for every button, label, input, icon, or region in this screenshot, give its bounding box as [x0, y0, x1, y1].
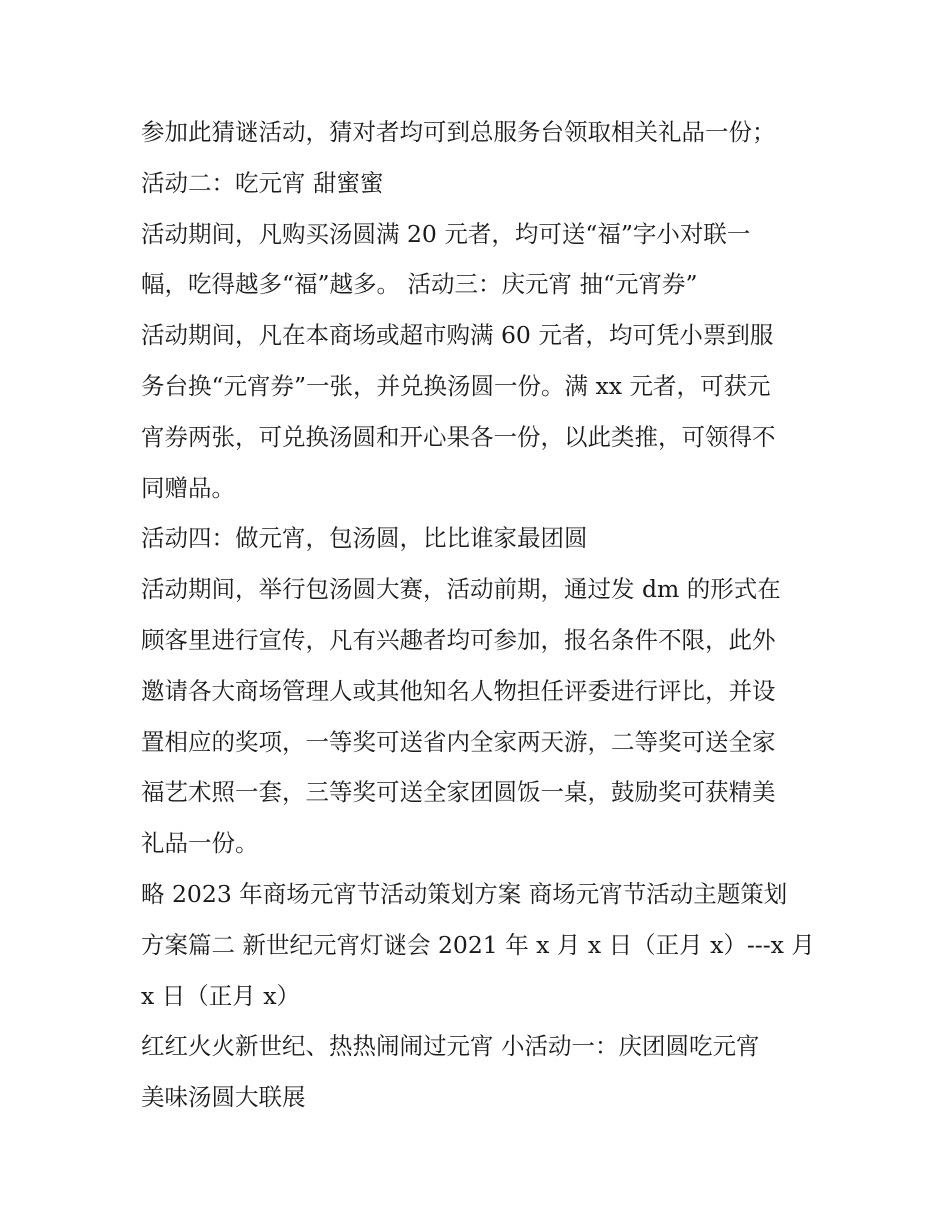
text-line: 方案篇二 新世纪元宵灯谜会 2021 年 x 月 x 日（正月 x）---x 月	[141, 930, 815, 959]
text-line: 顾客里进行宣传，凡有兴趣者均可参加，报名条件不限，此外	[141, 625, 776, 654]
text-line: 活动二：吃元宵 甜蜜蜜	[141, 168, 384, 197]
text-line: 美味汤圆大联展	[141, 1083, 306, 1112]
text-line: 宵券两张，可兑换汤圆和开心果各一份，以此类推，可领得不	[141, 422, 776, 451]
text-line: 活动期间，凡在本商场或超市购满 60 元者，均可凭小票到服	[141, 321, 774, 350]
text-line: x 日（正月 x）	[141, 981, 300, 1010]
text-line: 礼品一份。	[141, 829, 259, 858]
text-line: 同赠品。	[141, 473, 235, 502]
text-line: 幅，吃得越多“福”越多。 活动三：庆元宵 抽“元宵券”	[141, 270, 698, 299]
text-line: 参加此猜谜活动，猜对者均可到总服务台领取相关礼品一份；	[141, 118, 776, 146]
text-line: 福艺术照一套，三等奖可送全家团圆饭一桌，鼓励奖可获精美	[141, 778, 776, 807]
text-line: 红红火火新世纪、热热闹闹过元宵 小活动一：庆团圆吃元宵	[141, 1032, 760, 1061]
document-body	[141, 107, 831, 1123]
text-line: 置相应的奖项，一等奖可送省内全家两天游，二等奖可送全家	[141, 727, 776, 756]
text-line: 邀请各大商场管理人或其他知名人物担任评委进行评比，并设	[141, 676, 776, 705]
text-line: 务台换“元宵券”一张，并兑换汤圆一份。满 xx 元者，可获元	[141, 371, 771, 400]
text-line: 活动四：做元宵，包汤圆，比比谁家最团圆	[141, 524, 588, 553]
text-line: 活动期间，凡购买汤圆满 20 元者，均可送“福”字小对联一	[141, 219, 751, 248]
text-line: 活动期间，举行包汤圆大赛，活动前期，通过发 dm 的形式在	[141, 575, 781, 604]
text-line: 略 2023 年商场元宵节活动策划方案 商场元宵节活动主题策划	[141, 879, 788, 908]
